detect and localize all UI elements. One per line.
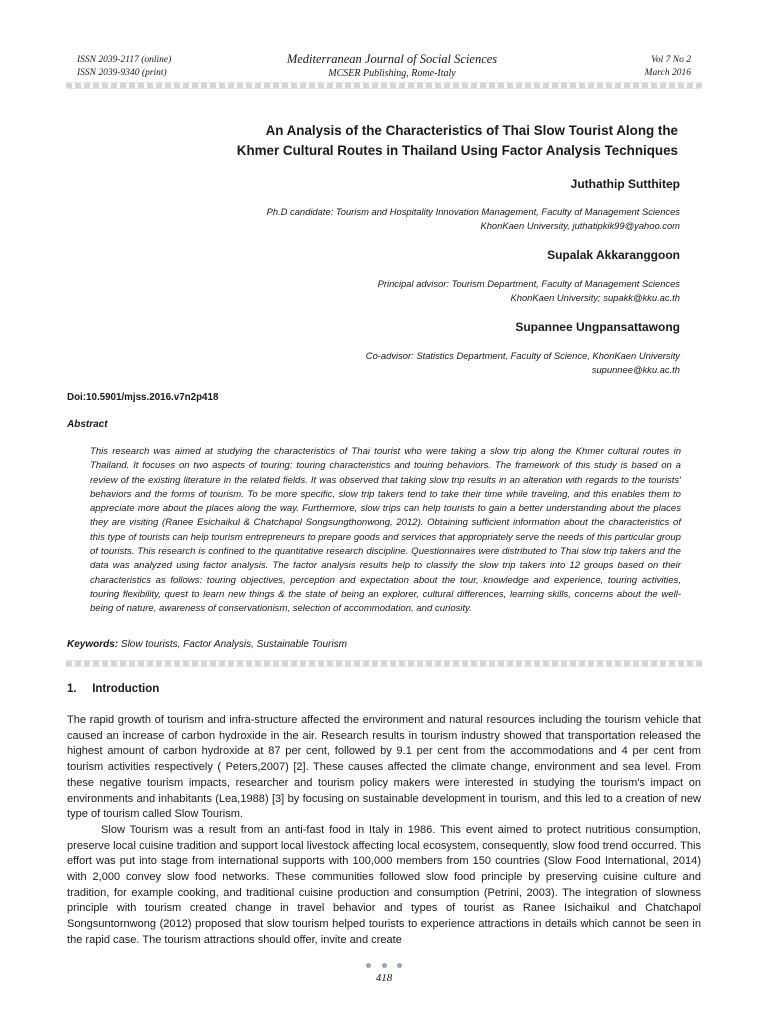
issn-print: ISSN 2039-9340 (print)	[77, 68, 167, 78]
volume: Vol 7 No 2	[651, 55, 691, 65]
page-ornament	[366, 963, 402, 968]
keywords-list: Slow tourists, Factor Analysis, Sustainable Tourism	[120, 639, 347, 650]
title-line-2: Khmer Cultural Routes in Thailand Using Factor Analysis Techniques	[236, 143, 678, 158]
journal-block	[230, 51, 554, 81]
abstract-heading: Abstract	[67, 419, 108, 430]
volume-block	[645, 54, 691, 80]
journal-name: Mediterranean Journal of Social Sciences	[286, 52, 498, 66]
author-name: Supalak Akkaranggoon	[547, 248, 680, 262]
section-divider	[66, 660, 702, 667]
ornament-dot	[397, 963, 402, 968]
keywords	[67, 639, 347, 650]
publisher: MCSER Publishing, Rome-Italy	[328, 68, 456, 79]
doi: Doi:10.5901/mjss.2016.v7n2p418	[67, 392, 219, 403]
section-title: Introduction	[92, 683, 160, 695]
body-text	[67, 713, 701, 949]
paper-title	[118, 121, 678, 161]
paragraph: The rapid growth of tourism and infra-structure affected the environment and natural resources including the tourism vehicle that caused an increase of carbon hydroxide in the air. Research results in tourism industry showed that transportation released the highest amount of carbon hydroxide at 87 per cent, followed by 9.1 per cent from the accommodations and 4 per cent from tourism activities respectively ( Peters,2007) [2]. These causes affected the climate change, environment and sea level. From these negative tourism impacts, researcher and tourism policy makers were interested in studying the tourism's impact on environments and inhabitants (Lea,1988) [3] by focusing on sustainable development in tourism, and this led to a creation of new type of tourism called Slow Tourism.	[67, 714, 701, 821]
keywords-label: Keywords:	[67, 639, 119, 650]
affiliation-line: Ph.D candidate: Tourism and Hospitality Innovation Management, Faculty of Management Sciences	[266, 206, 680, 217]
paragraph: Slow Tourism was a result from an anti-fast food in Italy in 1986. This event aimed to protect nutritious consumption, preserve local cuisine tradition and support local livestock affecting local ecosystem, consequently, slow food trend occurred. This effort was put into stage from international supports with 100,000 members from 150 countries (Slow Food International, 2014) with 2,000 convey slow food networks. These communities followed slow food principle by preserving cuisine culture and tradition, for example cooking, and traditional cuisine production and consumption (Petrini, 2003). The integration of slowness principle with tourism created change in travel behavior and types of tourist as Ranee Isichaikul and Chatchapol Songsuntornwong (2012) proposed that slow tourism helped tourists to experience attractions in details which cannot be seen in the rapid case. The tourism attractions should offer, invite and create	[67, 823, 701, 946]
author-name: Supannee Ungpansattawong	[515, 320, 680, 334]
author-affiliation	[120, 277, 680, 305]
header-divider	[66, 82, 702, 89]
affiliation-line: supunnee@kku.ac.th	[591, 364, 680, 375]
abstract-text: This research was aimed at studying the characteristics of Thai tourist who were taking a slow trip along the Khmer cultural routes in Thailand. It focuses on two aspects of touring: touring characteristics and touring behaviors. The framework of this study is based on a review of the existing literature in the related fields. It was observed that taking slow trip results in an alteration with regards to the tourists' behaviors and the forms of tourism. To be more specific, slow trip takers tend to take their time while traveling, and this enables them to appreciate more about the places along the way. Furthermore, slow trips can help tourists to gain a better understanding about the places they are visiting (Ranee Esichaikul & Chatchapol Songsungthonwong, 2012). Obtaining sufficient information about the characteristics of this type of tourists can help tourism entrepreneurs to prepare goods and services that appropriately serve the needs of this particular group of tourists. This research is confined to the quantitative research discipline. Questionnaires were distributed to Thai slow trip takers and the data was analyzed using factor analysis. The factor analysis results help to classify the slow trip takers into 12 groups based on their characteristics as follows: touring objectives, perception and expectation about the tour, knowledge and experience, touring activities, touring flexibility, quest to learn new things & the state of being an explorer, cultural differences, learning skills, concerns about the well-being of nature, awareness of conservationism, selection of accommodation, and curiosity.	[90, 446, 681, 615]
author-name: Juthathip Sutthitep	[570, 177, 680, 191]
author-affiliation	[120, 205, 680, 233]
issn-online: ISSN 2039-2117 (online)	[77, 55, 172, 65]
author-affiliation	[120, 349, 680, 377]
ornament-dot	[366, 963, 371, 968]
affiliation-line: Principal advisor: Tourism Department, Faculty of Management Sciences	[377, 278, 680, 289]
affiliation-line: Co-advisor: Statistics Department, Faculty of Science, KhonKaen University	[365, 350, 680, 361]
affiliation-line: KhonKaen University; supakk@kku.ac.th	[510, 292, 680, 303]
title-line-1: An Analysis of the Characteristics of Thai Slow Tourist Along the	[265, 123, 678, 138]
issn-block	[77, 54, 171, 80]
ornament-dot	[382, 963, 387, 968]
page-number: 418	[375, 972, 393, 984]
affiliation-line: KhonKaen University, juthatipkik99@yahoo.com	[480, 220, 680, 231]
issue-date: March 2016	[644, 68, 691, 78]
section-number: 1.	[67, 683, 77, 695]
section-heading	[67, 683, 159, 695]
